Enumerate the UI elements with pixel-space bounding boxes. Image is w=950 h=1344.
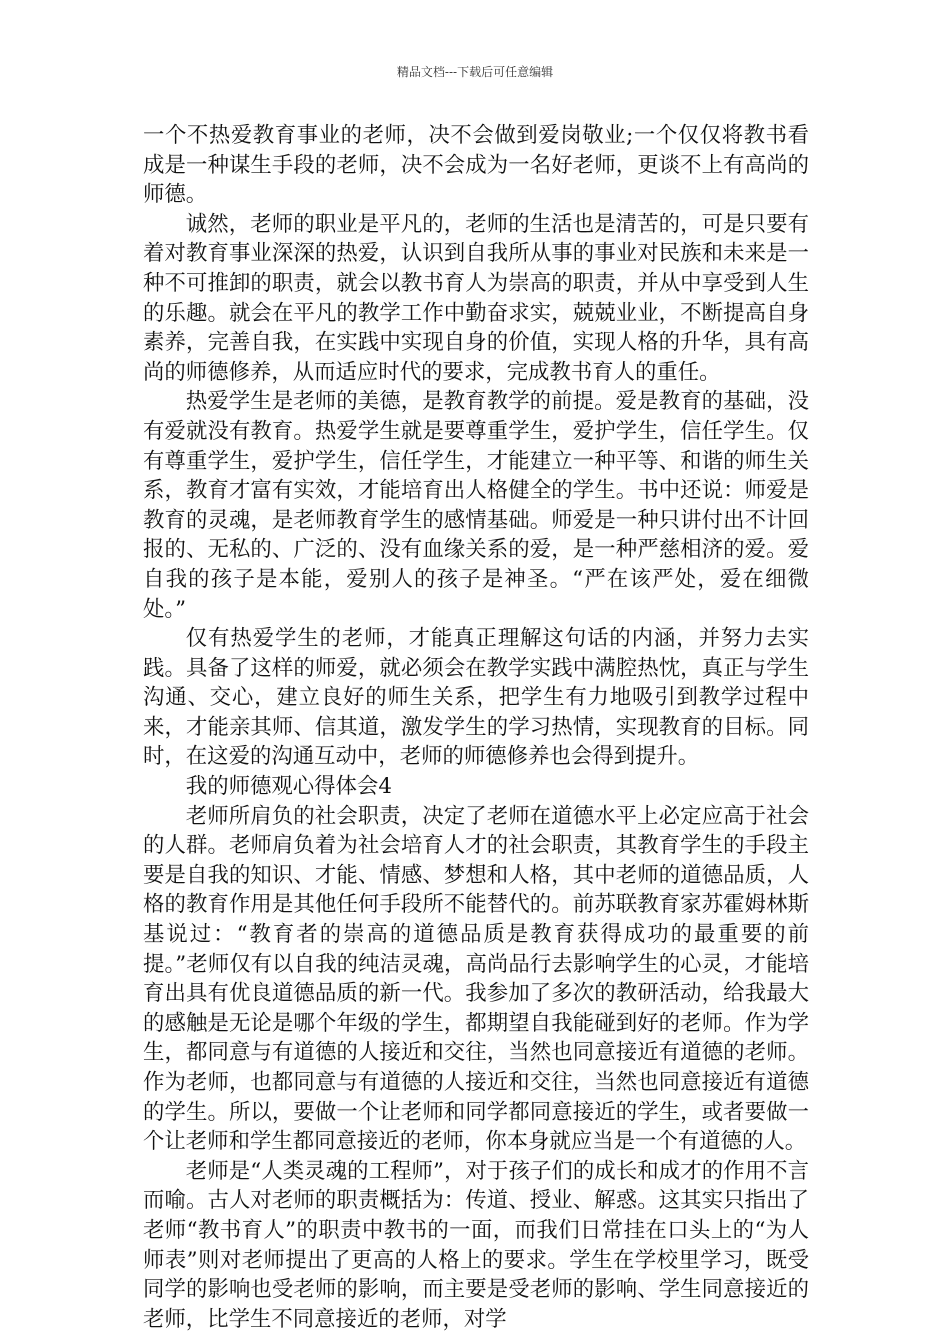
paragraph-6: 老师是“人类灵魂的工程师”，对于孩子们的成长和成才的作用不言而喻。古人对老师的职责概括为：传道、授业、解惑。这其实只指出了老师“教书育人”的职责中教书的一面，而我们日常挂在口头上的“为人师表”则对老师提出了更高的人格上的要求。学生在学校里学习，既受同学的影响也受老师的影响，而主要是受老师的影响、学生同意接近的老师，比学生不同意接近的老师，对学 (143, 1158, 809, 1332)
paragraph-3: 热爱学生是老师的美德，是教育教学的前提。爱是教育的基础，没有爱就没有教育。热爱学生就是要尊重学生，爱护学生，信任学生。仅有尊重学生，爱护学生，信任学生，才能建立一种平等、和谐的师生关系，教育才富有实效，才能培育出人格健全的学生。书中还说：师爱是教育的灵魂，是老师教育学生的感情基础。师爱是一种只讲付出不计回报的、无私的、广泛的、没有血缘关系的爱，是一种严慈相济的爱。爱自我的孩子是本能，爱别人的孩子是神圣。“严在该严处，爱在细微处。” (143, 389, 809, 622)
document-body (143, 121, 809, 1334)
paragraph-4: 仅有热爱学生的老师，才能真正理解这句话的内涵，并努力去实践。具备了这样的师爱，就必须会在教学实践中满腔热忱，真正与学生沟通、交心，建立良好的师生关系，把学生有力地吸引到教学过程中来，才能亲其师、信其道，激发学生的学习热情，实现教育的目标。同时，在这爱的沟通互动中，老师的师德修养也会得到提升。 (143, 626, 809, 770)
paragraph-2: 诚然，老师的职业是平凡的，老师的生活也是清苦的，可是只要有着对教育事业深深的热爱，认识到自我所从事的事业对民族和未来是一种不可推卸的职责，就会以教书育人为崇高的职责，并从中享受到人生的乐趣。就会在平凡的教学工作中勤奋求实，兢兢业业，不断提高自身素养，完善自我，在实践中实现自身的价值，实现人格的升华，具有高尚的师德修养，从而适应时代的要求，完成教书育人的重任。 (143, 211, 809, 385)
paragraph-5: 老师所肩负的社会职责，决定了老师在道德水平上必定应高于社会的人群。老师肩负着为社会培育人才的社会职责，其教育学生的手段主要是自我的知识、才能、情感、梦想和人格，其中老师的道德品质，人格的教育作用是其他任何手段所不能替代的。前苏联教育家苏霍姆林斯基说过：“教育者的崇高的道德品质是教育获得成功的最重要的前提。”老师仅有以自我的纯洁灵魂，高尚品行去影响学生的心灵，才能培育出具有优良道德品质的新一代。我参加了多次的教研活动，给我最大的感触是无论是哪个年级的学生，都期望自我能碰到好的老师。作为学生，都同意与有道德的人接近和交往，当然也同意接近有道德的老师。作为老师，也都同意与有道德的人接近和交往，当然也同意接近有道德的学生。所以，要做一个让老师和同学都同意接近的学生，或者要做一个让老师和学生都同意接近的老师，你本身就应当是一个有道德的人。 (143, 803, 809, 1155)
paragraph-1: 一个不热爱教育事业的老师，决不会做到爱岗敬业;一个仅仅将教书看成是一种谋生手段的老师，决不会成为一名好老师，更谈不上有高尚的师德。 (143, 123, 809, 208)
section-heading: 我的师德观心得体会4 (185, 774, 392, 800)
page-header: 精品文档---下载后可任意编辑 (396, 65, 554, 79)
